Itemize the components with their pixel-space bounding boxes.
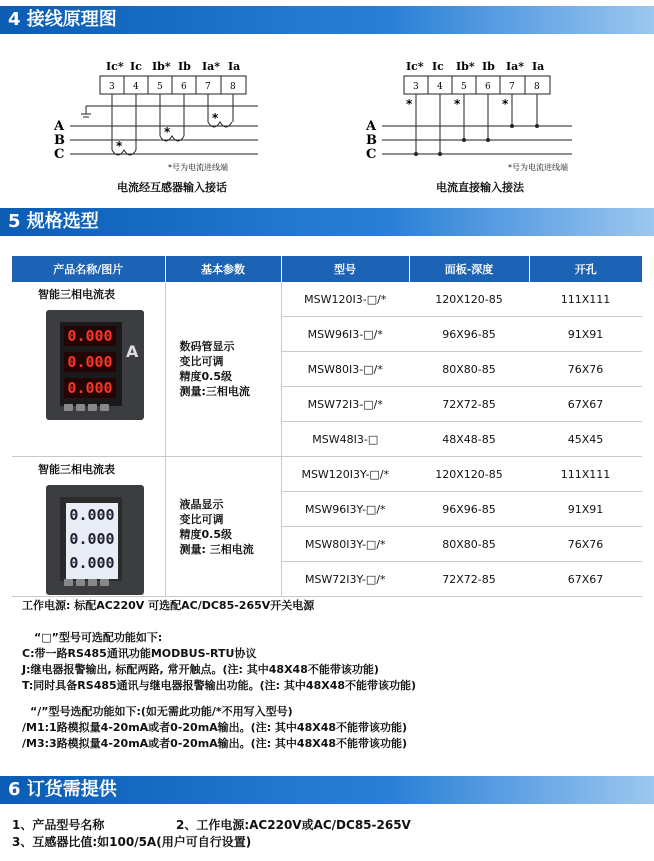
power-note: 工作电源: 标配AC220V 可选配AC/DC85-265V开关电源 [22,599,315,612]
panel-cell: 120X120-85 [409,457,529,492]
panel-cell: 72X72-85 [409,387,529,422]
terminal-label: Ic [130,60,142,73]
star-option-title: “/”型号选配功能如下:(如无需此功能/*不用写入型号) [30,705,293,718]
phase-label: B [54,133,65,148]
box-option-item: T:同时具备RS485通讯与继电器报警输出功能。(注: 其中48X48不能带该功能) [22,679,417,692]
star-mark: * [454,97,461,111]
terminal-number: 3 [413,82,419,92]
hole-cell: 111X111 [529,282,642,317]
terminal-label: Ib [482,60,495,73]
section-4-header [0,6,654,34]
lcd-meter-face [60,497,122,581]
wiring-svg-left [50,56,270,176]
lcd-digit-row: 0.000 [69,530,115,548]
panel-cell: 80X80-85 [409,352,529,387]
hole-cell: 67X67 [529,387,642,422]
terminal-number: 6 [485,82,491,92]
product-cell [12,457,165,597]
product-cell [12,282,165,457]
terminal-label: Ib* [152,60,171,73]
param-line: 液晶显示 [179,497,224,511]
terminal-number: 4 [133,82,139,92]
led-unit-label: A [126,342,139,361]
box-option-item: J:继电器报警输出, 标配两路, 常开触点。(注: 其中48X48不能带该功能) [22,663,379,676]
table-row [12,457,642,492]
param-line: 变比可调 [179,355,224,368]
terminal-label: Ia [228,60,241,73]
section-5-title: 5 规格选型 [8,211,99,232]
model-cell: MSW120I3-□/* [281,282,409,317]
product-name: 智能三相电流表 [38,288,115,301]
terminal-number: 8 [534,82,540,92]
phase-label: C [366,147,377,162]
params-cell [165,282,281,457]
section-5-header [0,208,654,236]
param-line: 精度0.5级 [179,370,232,383]
terminal-number: 8 [230,82,236,92]
hole-cell: 91X91 [529,317,642,352]
meter-buttons [64,401,112,414]
column-header: 型号 [281,256,409,282]
hole-cell: 76X76 [529,527,642,562]
box-option-item: C:带一路RS485通讯功能MODBUS-RTU协议 [22,647,257,660]
terminal-number: 6 [181,82,187,92]
box-option-title: “□”型号可选配功能如下: [34,631,163,644]
led-digit-row: 0.000 [64,352,116,372]
hole-cell: 111X111 [529,457,642,492]
wiring-diagram-transformer [50,56,270,180]
column-header: 产品名称/图片 [12,256,165,282]
order-item-2: 2、工作电源:AC220V或AC/DC85-265V [176,818,411,832]
phase-label: A [366,119,377,134]
terminal-number: 5 [461,82,467,92]
lcd-screen [66,503,118,579]
led-digit-row: 0.000 [64,326,116,346]
model-cell: MSW72I3-□/* [281,387,409,422]
phase-label: C [54,147,65,162]
wiring-note-left: *号为电流进线端 [168,163,228,172]
star-mark: * [116,139,123,153]
params-cell [165,457,281,597]
panel-cell: 96X96-85 [409,492,529,527]
star-option-item: /M1:1路模拟量4-20mA或者0-20mA输出。(注: 其中48X48不能带该功能) [22,721,408,734]
terminal-number: 3 [109,82,115,92]
hole-cell: 76X76 [529,352,642,387]
model-cell: MSW96I3Y-□/* [281,492,409,527]
column-header: 开孔 [529,256,642,282]
terminal-label: Ic [432,60,444,73]
lcd-meter-image [46,485,144,595]
param-line: 测量: 三相电流 [179,542,254,556]
order-item-1: 1、产品型号名称 [12,818,105,832]
terminal-label: Ib* [456,60,475,73]
model-cell: MSW72I3Y-□/* [281,562,409,597]
param-line: 测量:三相电流 [179,385,250,398]
terminal-label: Ic* [406,60,424,73]
wiring-caption-left: 电流经互感器输入接话 [117,181,227,194]
param-line: 变比可调 [179,512,224,526]
lcd-digit-row: 0.000 [69,506,115,524]
star-mark: * [502,97,509,111]
panel-cell: 72X72-85 [409,562,529,597]
terminal-label: Ia* [202,60,221,73]
table-row [12,282,642,317]
phase-label: A [54,119,65,134]
star-mark: * [406,97,413,111]
order-item-3: 3、互感器比值:如100/5A(用户可自行设置) [12,835,252,849]
panel-cell: 48X48-85 [409,422,529,457]
terminal-number: 5 [157,82,163,92]
star-option-item: /M3:3路模拟量4-20mA或者0-20mA输出。(注: 其中48X48不能带该功能) [22,737,408,750]
model-cell: MSW80I3-□/* [281,352,409,387]
panel-cell: 120X120-85 [409,282,529,317]
terminal-label: Ia [532,60,545,73]
meter-buttons [64,576,112,589]
terminal-number: 4 [437,82,443,92]
section-6-title: 6 订货需提供 [8,779,117,800]
wiring-note-right: *号为电流进线端 [508,163,568,172]
wiring-caption-right: 电流直接输入接法 [436,181,524,194]
led-meter-face [60,322,122,406]
terminal-label: Ic* [106,60,124,73]
panel-cell: 96X96-85 [409,317,529,352]
led-digit-row: 0.000 [64,378,116,398]
model-cell: MSW48I3-□ [281,422,409,457]
hole-cell: 67X67 [529,562,642,597]
section-4-title: 4 接线原理图 [8,9,117,30]
param-line: 数码管显示 [179,340,235,353]
terminal-number: 7 [509,82,515,92]
table-header-row [12,256,642,282]
hole-cell: 45X45 [529,422,642,457]
phase-label: B [366,133,377,148]
terminal-label: Ib [178,60,191,73]
panel-cell: 80X80-85 [409,527,529,562]
section-6-header [0,776,654,804]
terminal-number: 7 [205,82,211,92]
hole-cell: 91X91 [529,492,642,527]
wiring-svg-right [362,56,582,176]
star-mark: * [212,111,219,125]
param-line: 精度0.5级 [179,527,232,541]
model-cell: MSW96I3-□/* [281,317,409,352]
model-cell: MSW80I3Y-□/* [281,527,409,562]
terminal-label: Ia* [506,60,525,73]
model-cell: MSW120I3Y-□/* [281,457,409,492]
spec-table [12,256,642,597]
column-header: 基本参数 [165,256,281,282]
lcd-digit-row: 0.000 [69,554,115,572]
product-name: 智能三相电流表 [38,463,115,476]
column-header: 面板-深度 [409,256,529,282]
led-meter-image [46,310,144,420]
star-mark: * [164,125,171,139]
